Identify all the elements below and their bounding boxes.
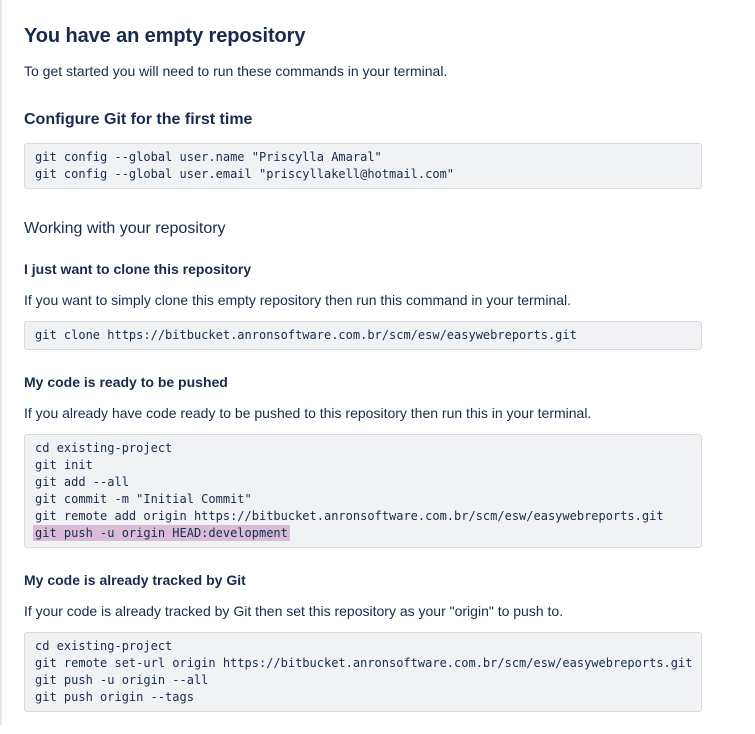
clone-repository-description: If you want to simply clone this empty repository then run this command in your terminal. bbox=[24, 292, 572, 308]
code-line: git remote add origin https://bitbucket.anronsoftware.com.br/scm/esw/easywebreports.git bbox=[35, 509, 664, 523]
page-title: You have an empty repository bbox=[24, 25, 306, 47]
tracked-code-description: If your code is already tracked by Git then set this repository as your "origin" to push to. bbox=[24, 603, 564, 619]
code-line: git clone https://bitbucket.anronsoftware.com.br/scm/esw/easywebreports.git bbox=[35, 328, 577, 342]
code-block-clone[interactable] bbox=[24, 321, 702, 350]
tracked-code-heading: My code is already tracked by Git bbox=[24, 572, 246, 588]
code-line: git init bbox=[35, 458, 93, 472]
code-block-tracked[interactable] bbox=[24, 632, 702, 712]
code-line: git push origin --tags bbox=[35, 690, 194, 704]
code-block-push[interactable] bbox=[24, 434, 702, 548]
code-line: git commit -m "Initial Commit" bbox=[35, 492, 252, 506]
push-code-heading: My code is ready to be pushed bbox=[24, 374, 228, 390]
working-with-repository-heading: Working with your repository bbox=[24, 220, 226, 237]
code-line: git push -u origin --all bbox=[35, 673, 209, 687]
clone-repository-heading: I just want to clone this repository bbox=[24, 261, 252, 277]
code-block-configure-git[interactable] bbox=[24, 143, 702, 189]
code-line: cd existing-project bbox=[35, 441, 173, 455]
configure-git-heading: Configure Git for the first time bbox=[24, 111, 253, 128]
intro-text: To get started you will need to run these commands in your terminal. bbox=[24, 63, 448, 79]
code-line: cd existing-project bbox=[35, 639, 173, 653]
getting-started-content bbox=[2, 0, 755, 734]
code-line-highlighted bbox=[35, 525, 691, 542]
code-line: git remote set-url origin https://bitbucket.anronsoftware.com.br/scm/esw/easywebreports.git bbox=[35, 656, 693, 670]
selected-text: git push -u origin HEAD:development bbox=[35, 526, 288, 540]
code-line: git add --all bbox=[35, 475, 129, 489]
code-line: git config --global user.name "Priscylla Amaral" bbox=[35, 150, 382, 164]
code-line: git config --global user.email "priscyllakell@hotmail.com" bbox=[35, 167, 455, 181]
push-code-description: If you already have code ready to be pushed to this repository then run this in your terminal. bbox=[24, 405, 592, 421]
